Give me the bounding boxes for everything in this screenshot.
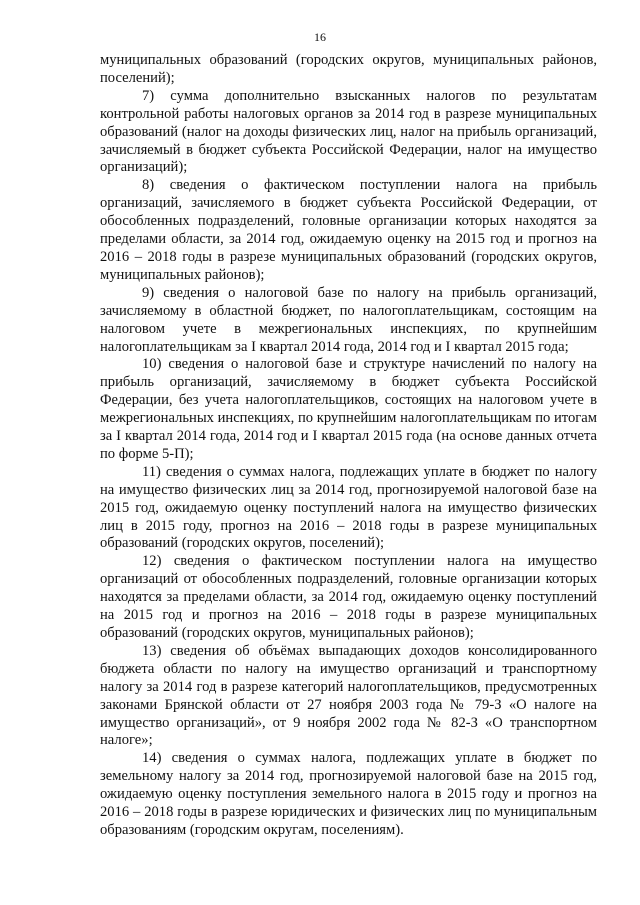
paragraph: муниципальных образований (городских округов, муниципальных районов, поселений); bbox=[100, 52, 597, 86]
page-number: 16 bbox=[314, 30, 326, 44]
document-body bbox=[100, 52, 597, 840]
list-item: 12) сведения о фактическом поступлении налога на имущество организаций от обособленных подразделений, головные организации которых находятся за пределами области, за 2014 год, ожидаемую оценку поступлений на 2015 год и прогноз на 2016 – 2018 годы в разрезе муниципальных образований (городских округов, муниципальных районов); bbox=[100, 553, 597, 641]
list-item: 9) сведения о налоговой базе по налогу на прибыль организаций, зачисляемому в областной бюджет, по налогоплательщикам, состоящим на налоговом учете в межрегиональных инспекциях, по крупнейшим налогоплательщикам за I квартал 2014 года, 2014 год и I квартал 2015 года; bbox=[100, 284, 597, 355]
list-item: 14) сведения о суммах налога, подлежащих уплате в бюджет по земельному налогу за 2014 год, прогнозируемой налоговой базе на 2015 год, ожидаемую оценку поступления земельного налога в 2015 году и прогноз на 2016 – 2018 годы в разрезе юридических и физических лиц по муниципальным образованиям (городским округам, поселениям). bbox=[100, 750, 597, 838]
list-item: 8) сведения о фактическом поступлении налога на прибыль организаций, зачисляемого в бюджет субъекта Российской Федерации, от обособленных подразделений, головные организации которых находятся за пределами области, за 2014 год, ожидаемую оценку на 2015 год и прогноз на 2016 – 2018 годы в разрезе муниципальных образований (городских округов, муниципальных районов); bbox=[100, 177, 597, 283]
list-item: 7) сумма дополнительно взысканных налогов по результатам контрольной работы налоговых органов за 2014 год в разрезе муниципальных образований (налог на доходы физических лиц, налог на прибыль организаций, зачисляемый в бюджет субъекта Российской Федерации, налог на имущество организаций); bbox=[100, 87, 597, 176]
list-item: 10) сведения о налоговой базе и структуре начислений по налогу на прибыль организаций, зачисляемому в бюджет субъекта Российской Федерации, без учета налогоплательщиков, состоящих на налоговом учете в межрегиональных инспекциях, по крупнейшим налогоплательщикам по итогам за I квартал 2014 года, 2014 год и I квартал 2015 года (на основе данных отчета по форме 5-П); bbox=[100, 356, 597, 462]
list-item: 13) сведения об объёмах выпадающих доходов консолидированного бюджета области по налогу на имущество организаций и транспортному налогу за 2014 год в разрезе категорий налогоплательщиков, предусмотренных законами Брянской области от 27 ноября 2003 года № 79-З «О налоге на имущество организаций», от 9 ноября 2002 года № 82-З «О транспортном налоге»; bbox=[100, 642, 597, 749]
list-item: 11) сведения о суммах налога, подлежащих уплате в бюджет по налогу на имущество физических лиц за 2014 год, прогнозируемой налоговой базе на 2015 год, ожидаемую оценку поступлений налога на имущество физических лиц в 2015 году, прогноз на 2016 – 2018 годы в разрезе муниципальных образований (городских округов, поселений); bbox=[100, 463, 597, 552]
